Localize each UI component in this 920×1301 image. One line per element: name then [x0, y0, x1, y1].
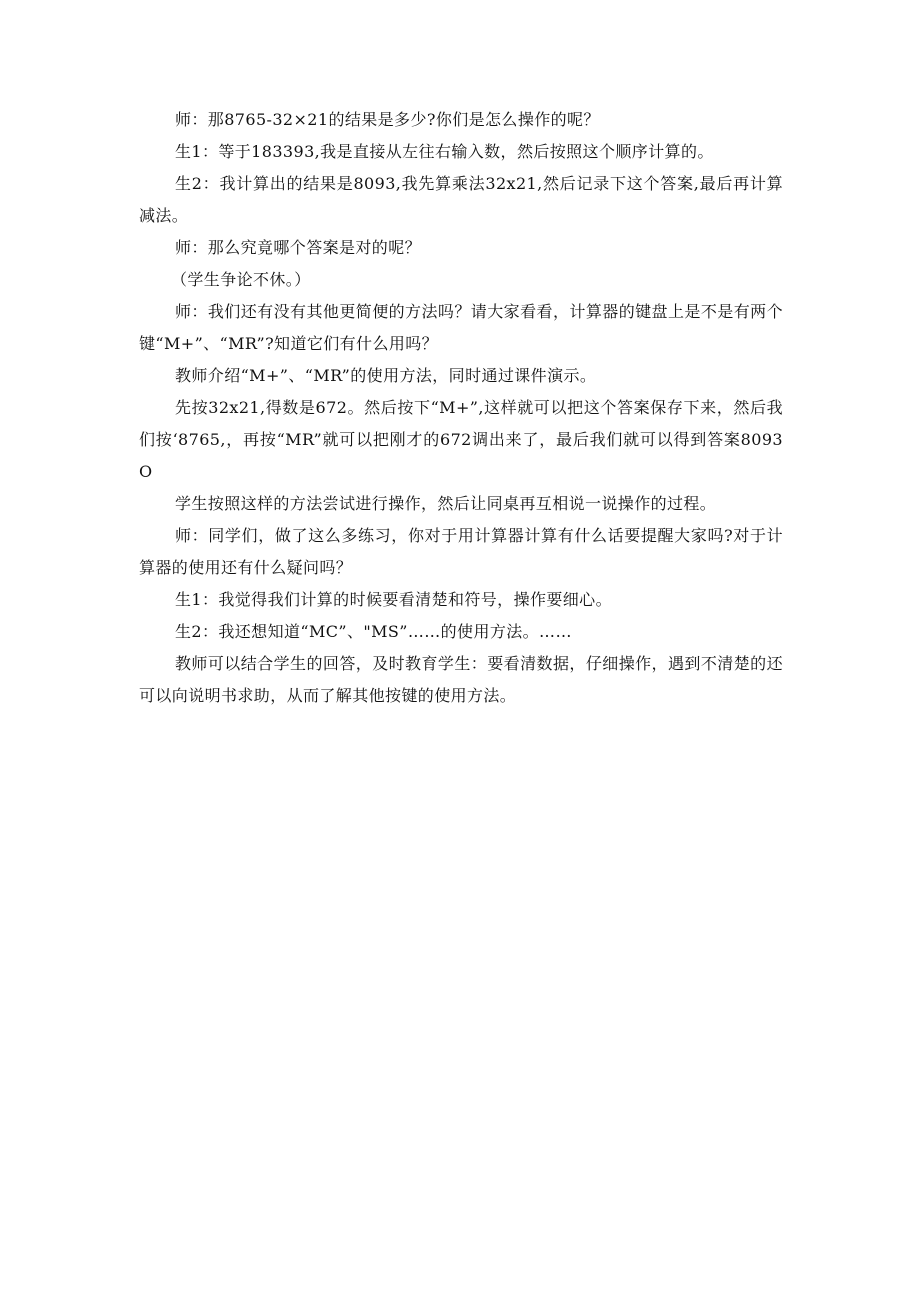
paragraph-student2-reply: 生2：我还想知道“MC”、"MS”……的使用方法。……: [175, 622, 572, 641]
paragraph-students-practice: 学生按照这样的方法尝试进行操作，然后让同桌再互相说一说操作的过程。: [175, 494, 717, 513]
paragraph-teacher-introduces-keys: 教师介绍“M+”、“MR”的使用方法，同时通过课件演示。: [175, 366, 597, 385]
paragraph-student2-answer: 生2：我计算出的结果是8093,我先算乘法32x21,然后记录下这个答案,最后再计算减法。: [139, 174, 783, 225]
paragraph-teacher-which-correct: 师：那么究竟哪个答案是对的呢？: [175, 238, 422, 257]
document-body: [139, 104, 783, 712]
paragraph-teacher-keys-question: 师：我们还有没有其他更简便的方法吗？请大家看看，计算器的键盘上是不是有两个键“M+”、“MR”?知道它们有什么用吗？: [139, 302, 783, 353]
paragraph-teacher-reminder-question: 师：同学们，做了这么多练习，你对于用计算器计算有什么话要提醒大家吗?对于计算器的使用还有什么疑问吗？: [139, 526, 783, 577]
paragraph-demo-steps: 先按32x21,得数是672。然后按下“M+”,这样就可以把这个答案保存下来，然后我们按‘8765,，再按“MR”就可以把刚才的672调出来了，最后我们就可以得到答案8093O: [139, 398, 783, 481]
paragraph-student1-reply: 生1：我觉得我们计算的时候要看清楚和符号，操作要细心。: [175, 590, 612, 609]
paragraph-teacher-summary: 教师可以结合学生的回答，及时教育学生：要看清数据，仔细操作，遇到不清楚的还可以向说明书求助，从而了解其他按键的使用方法。: [139, 654, 783, 705]
paragraph-teacher-question: 师：那8765-32×21的结果是多少?你们是怎么操作的呢？: [175, 110, 600, 129]
paragraph-students-debate: （学生争论不休。）: [171, 270, 311, 289]
paragraph-student1-answer: 生1：等于183393,我是直接从左往右输入数，然后按照这个顺序计算的。: [175, 142, 714, 161]
